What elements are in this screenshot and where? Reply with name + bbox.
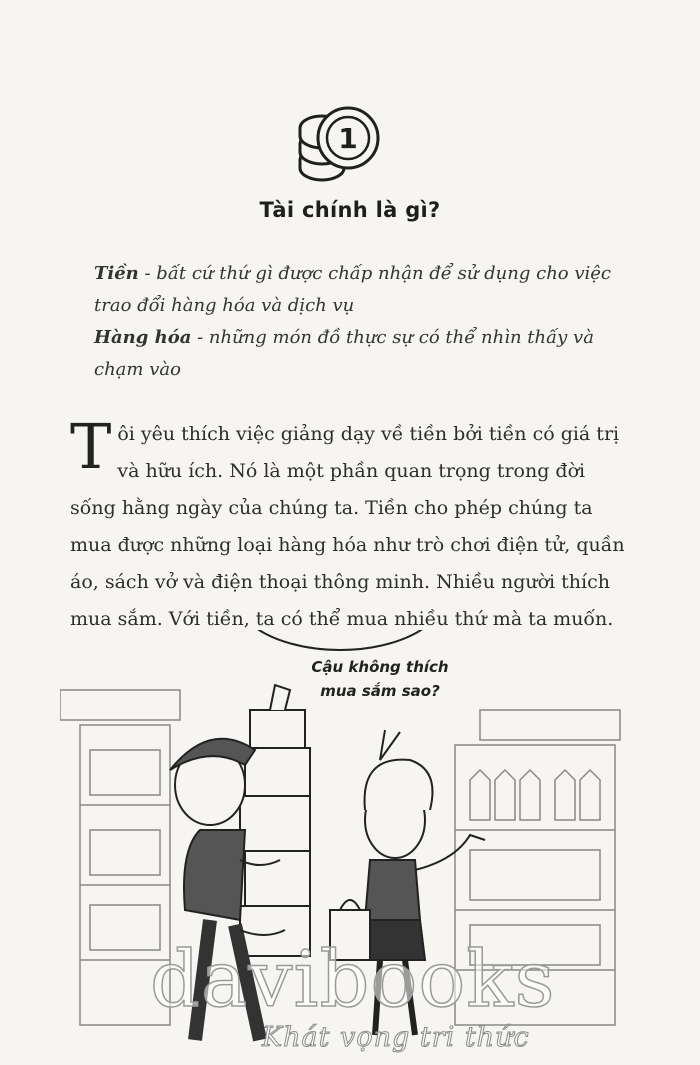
speech-bubble-line1: Cậu không thích [311,658,449,676]
definition-text: - bất cứ thứ gì được chấp nhận để sử dụng cho việc trao đổi hàng hóa và dịch vụ [94,263,611,316]
speech-bubble [235,630,445,650]
watermark-brand: davibooks [150,935,556,1025]
paragraph-text: ôi yêu thích việc giảng dạy về tiền bởi tiền có giá trị và hữu ích. Nó là một phần quan trọng trong đời sống hằng ngày của chúng ta. Tiền cho phép chúng ta mua được những loại hàng hóa như trò chơi điện tử, quần áo, sách vở và điện thoại thông minh. Nhiều người thích mua sắm. Với tiền, ta có thể mua nhiều thứ mà ta muốn. [70,423,625,630]
definition-goods [94,322,614,386]
chapter-number: 1 [338,122,358,155]
definitions [94,258,614,386]
speech-bubble-line2: mua sắm sao? [320,682,440,700]
coin-stack-icon [292,94,380,182]
chapter-title: Tài chính là gì? [259,198,441,222]
definition-text: - những món đồ thực sự có thể nhìn thấy và chạm vào [94,327,594,380]
body-paragraph [70,410,626,638]
definition-term: Hàng hóa [94,327,192,348]
definition-money [94,258,614,322]
watermark-slogan: Khát vọng tri thức [262,1022,530,1053]
definition-term: Tiền [94,263,139,284]
drop-cap: T [70,410,112,483]
